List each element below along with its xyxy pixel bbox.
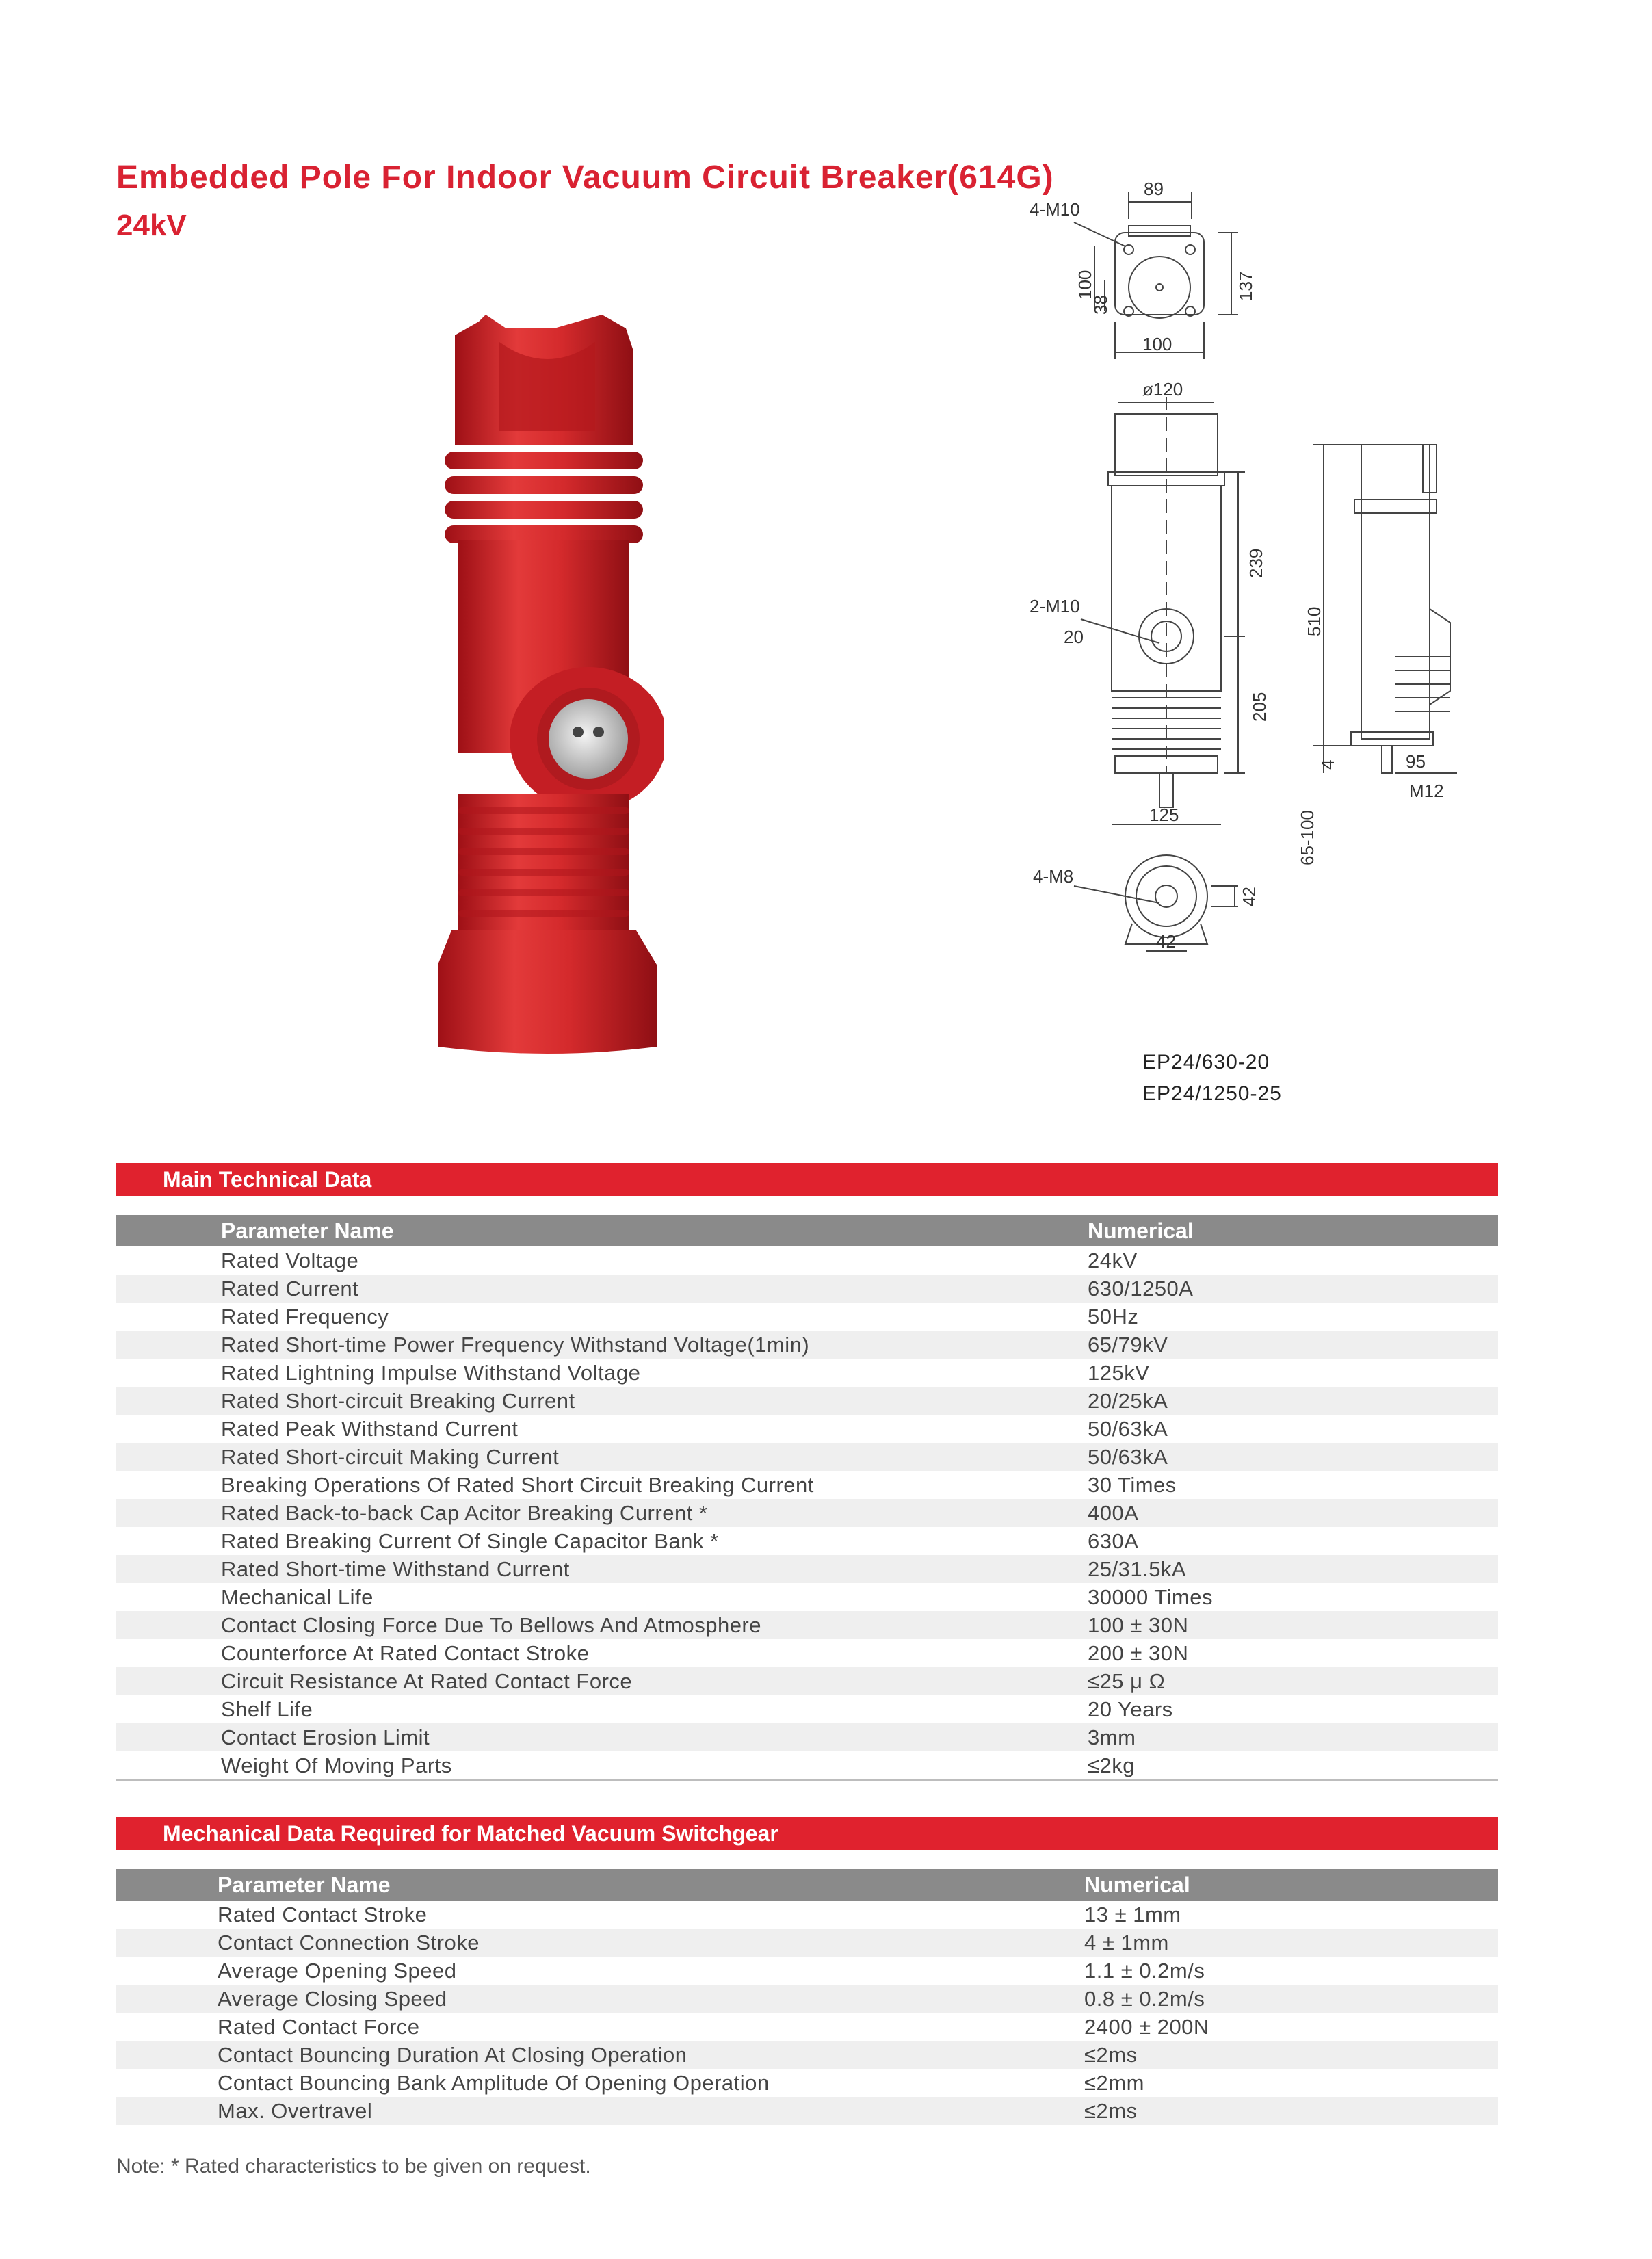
table-row	[116, 1303, 1498, 1331]
model-numbers	[1142, 1047, 1375, 1110]
parameter-name: Rated Short-circuit Breaking Current	[221, 1389, 575, 1413]
table-row	[116, 1695, 1498, 1723]
parameter-value: 0.8 ± 0.2m/s	[1084, 1987, 1205, 2011]
table-divider	[116, 1779, 1498, 1781]
parameter-name: Contact Connection Stroke	[218, 1931, 480, 1955]
table-body	[116, 1246, 1498, 1779]
parameter-value: 30 Times	[1088, 1473, 1177, 1497]
parameter-name: Breaking Operations Of Rated Short Circuit Breaking Current	[221, 1473, 814, 1497]
parameter-value: 100 ± 30N	[1088, 1613, 1189, 1637]
dim-42-bottom: 42	[1156, 931, 1176, 952]
table-row	[116, 1471, 1498, 1499]
table-row	[116, 1611, 1498, 1639]
mechanical-data-header	[116, 1817, 1498, 1850]
parameter-value: 24kV	[1088, 1249, 1138, 1272]
section-title: Main Technical Data	[163, 1167, 372, 1192]
table-row	[116, 1331, 1498, 1359]
parameter-name: Contact Bouncing Bank Amplitude Of Opening Operation	[218, 2071, 770, 2095]
parameter-name: Counterforce At Rated Contact Stroke	[221, 1641, 590, 1665]
table-row	[116, 1751, 1498, 1779]
table-row	[116, 1667, 1498, 1695]
dim-top-100-left: 100	[1075, 270, 1095, 300]
table-row	[116, 1415, 1498, 1443]
table-row	[116, 1985, 1498, 2013]
model-number: EP24/1250-25	[1142, 1082, 1282, 1105]
table-row	[116, 1246, 1498, 1275]
section-title: Mechanical Data Required for Matched Vacuum Switchgear	[163, 1821, 778, 1846]
table-row	[116, 1499, 1498, 1527]
dim-125: 125	[1149, 805, 1179, 825]
dim-4-m8: 4-M8	[1033, 866, 1074, 887]
footnote: Note: * Rated characteristics to be given on request.	[116, 2155, 591, 2178]
main-technical-data-header	[116, 1163, 1498, 1196]
parameter-name: Rated Back-to-back Cap Acitor Breaking Current *	[221, 1501, 708, 1525]
table-row	[116, 2013, 1498, 2041]
model-number: EP24/630-20	[1142, 1051, 1270, 1073]
table-row	[116, 2069, 1498, 2097]
table-header	[116, 1869, 1498, 1901]
column-header-numerical: Numerical	[1088, 1218, 1194, 1243]
parameter-value: 630/1250A	[1088, 1277, 1194, 1301]
parameter-value: 30000 Times	[1088, 1585, 1213, 1609]
dim-20: 20	[1064, 627, 1084, 647]
parameter-value: 3mm	[1088, 1725, 1136, 1749]
parameter-name: Circuit Resistance At Rated Contact Force	[221, 1669, 633, 1693]
parameter-value: 50/63kA	[1088, 1445, 1168, 1469]
table-row	[116, 1583, 1498, 1611]
dim-65-100: 65-100	[1297, 810, 1317, 865]
parameter-name: Max. Overtravel	[218, 2099, 373, 2123]
dim-2-m10: 2-M10	[1030, 596, 1080, 616]
dim-4: 4	[1317, 759, 1338, 770]
mechanical-data-table	[116, 1869, 1498, 2125]
parameter-name: Rated Frequency	[221, 1305, 389, 1329]
parameter-value: 13 ± 1mm	[1084, 1903, 1181, 1927]
column-header-numerical: Numerical	[1084, 1872, 1190, 1897]
parameter-value: ≤2kg	[1088, 1753, 1135, 1777]
parameter-value: 630A	[1088, 1529, 1139, 1553]
parameter-name: Rated Contact Stroke	[218, 1903, 428, 1927]
dim-top-38: 38	[1090, 295, 1111, 315]
dim-239: 239	[1246, 548, 1266, 578]
parameter-value: 20/25kA	[1088, 1389, 1168, 1413]
parameter-value: ≤2ms	[1084, 2099, 1138, 2123]
table-row	[116, 1957, 1498, 1985]
parameter-name: Rated Contact Force	[218, 2015, 420, 2039]
table-row	[116, 1639, 1498, 1667]
parameter-name: Contact Erosion Limit	[221, 1725, 430, 1749]
parameter-name: Rated Short-time Power Frequency Withstand Voltage(1min)	[221, 1333, 810, 1357]
table-row	[116, 2097, 1498, 2125]
parameter-value: ≤2ms	[1084, 2043, 1138, 2067]
embedded-pole-photo	[438, 315, 664, 1060]
parameter-value: 1.1 ± 0.2m/s	[1084, 1959, 1205, 1983]
parameter-value: 25/31.5kA	[1088, 1557, 1187, 1581]
parameter-name: Weight Of Moving Parts	[221, 1753, 452, 1777]
table-row	[116, 1929, 1498, 1957]
parameter-name: Rated Breaking Current Of Single Capacitor Bank *	[221, 1529, 719, 1553]
dim-95: 95	[1406, 751, 1426, 772]
parameter-name: Average Opening Speed	[218, 1959, 457, 1983]
parameter-value: 65/79kV	[1088, 1333, 1168, 1357]
table-row	[116, 1901, 1498, 1929]
parameter-value: 4 ± 1mm	[1084, 1931, 1169, 1955]
table-row	[116, 2041, 1498, 2069]
parameter-name: Shelf Life	[221, 1697, 313, 1721]
parameter-name: Rated Short-time Withstand Current	[221, 1557, 570, 1581]
dim-top-100-bottom: 100	[1142, 334, 1172, 354]
column-header-parameter: Parameter Name	[218, 1872, 391, 1897]
dim-m12: M12	[1409, 781, 1444, 801]
dim-phi120: ø120	[1142, 379, 1183, 400]
parameter-name: Rated Peak Withstand Current	[221, 1417, 519, 1441]
parameter-value: 400A	[1088, 1501, 1139, 1525]
voltage-subtitle: 24kV	[116, 209, 187, 242]
table-row	[116, 1723, 1498, 1751]
parameter-name: Contact Closing Force Due To Bellows And Atmosphere	[221, 1613, 761, 1637]
parameter-value: 20 Years	[1088, 1697, 1173, 1721]
parameter-name: Contact Bouncing Duration At Closing Operation	[218, 2043, 687, 2067]
parameter-value: ≤2mm	[1084, 2071, 1144, 2095]
table-row	[116, 1359, 1498, 1387]
parameter-name: Mechanical Life	[221, 1585, 373, 1609]
parameter-value: 2400 ± 200N	[1084, 2015, 1209, 2039]
table-row	[116, 1555, 1498, 1583]
page-title: Embedded Pole For Indoor Vacuum Circuit Breaker(614G)	[116, 159, 1054, 196]
parameter-value: 200 ± 30N	[1088, 1641, 1189, 1665]
dim-510: 510	[1304, 606, 1324, 636]
dim-top-137: 137	[1235, 271, 1256, 301]
dimension-drawing	[1012, 171, 1491, 958]
parameter-value: 50/63kA	[1088, 1417, 1168, 1441]
parameter-value: 50Hz	[1088, 1305, 1139, 1329]
table-header	[116, 1215, 1498, 1246]
dim-top-m10: 4-M10	[1030, 199, 1080, 220]
parameter-value: ≤25 μ Ω	[1088, 1669, 1166, 1693]
parameter-name: Rated Current	[221, 1277, 359, 1301]
table-row	[116, 1275, 1498, 1303]
parameter-name: Average Closing Speed	[218, 1987, 447, 2011]
parameter-value: 125kV	[1088, 1361, 1150, 1385]
parameter-name: Rated Lightning Impulse Withstand Voltage	[221, 1361, 641, 1385]
main-technical-data-table	[116, 1215, 1498, 1781]
table-row	[116, 1527, 1498, 1555]
dim-205: 205	[1249, 692, 1270, 722]
parameter-name: Rated Short-circuit Making Current	[221, 1445, 560, 1469]
dim-42-right: 42	[1239, 887, 1259, 906]
parameter-name: Rated Voltage	[221, 1249, 359, 1272]
column-header-parameter: Parameter Name	[221, 1218, 394, 1243]
table-body	[116, 1901, 1498, 2125]
dim-top-89: 89	[1144, 179, 1164, 199]
table-row	[116, 1387, 1498, 1415]
table-row	[116, 1443, 1498, 1471]
